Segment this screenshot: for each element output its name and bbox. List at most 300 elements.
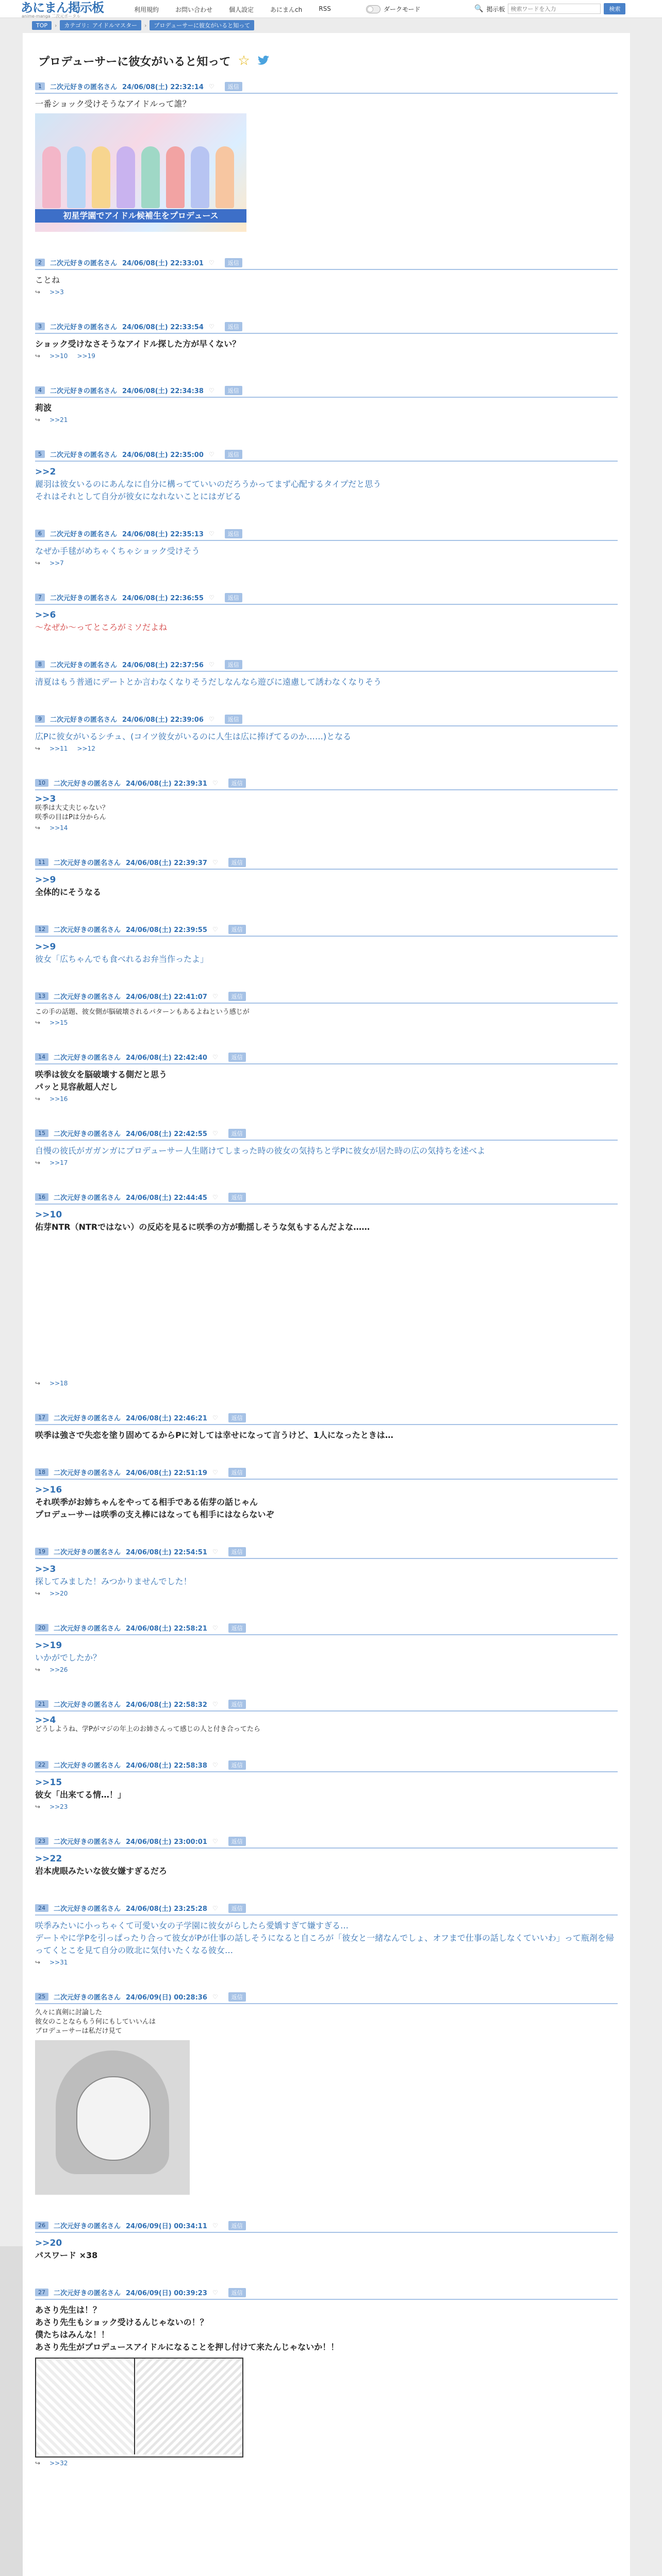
character-figure <box>117 146 135 208</box>
reply-link[interactable]: >>26 <box>49 1666 68 1673</box>
like-icon[interactable]: ♡ <box>212 1700 218 1708</box>
search-input[interactable] <box>508 4 601 14</box>
post-body <box>35 1004 618 1017</box>
reply-anchor[interactable]: >>3 <box>35 1564 56 1574</box>
reply-button[interactable]: 返信 <box>228 1053 246 1062</box>
logo-text: あにまん掲示板 <box>21 1 104 15</box>
post-header <box>35 529 618 541</box>
post-body <box>35 1711 618 1734</box>
post-number[interactable]: 14 <box>35 1053 48 1061</box>
post-item <box>35 1903 618 1966</box>
poster-name: 二次元好きの匿名さん <box>50 260 118 267</box>
like-icon[interactable]: ♡ <box>212 992 218 1000</box>
post-number[interactable]: 6 <box>35 530 45 537</box>
like-icon[interactable]: ♡ <box>212 1468 218 1476</box>
post-item <box>35 1623 618 1673</box>
poster-name: 二次元好きの匿名さん <box>50 324 118 331</box>
post-item <box>35 1128 618 1166</box>
post-body <box>35 937 618 965</box>
post-number[interactable]: 4 <box>35 386 45 394</box>
reply-button[interactable]: 返信 <box>225 715 242 724</box>
poster-name: 二次元好きの匿名さん <box>54 1469 121 1477</box>
post-text: 咲季みたいに小っちゃくて可愛い女の子学園に彼女がらしたら愛嬌すぎて嫌すぎる… <box>35 1921 349 1930</box>
post-date: 24/06/08(土) 22:44:45 <box>126 1194 207 1202</box>
like-icon[interactable]: ♡ <box>208 259 214 266</box>
post-number[interactable]: 10 <box>35 779 48 787</box>
like-icon[interactable]: ♡ <box>212 858 218 866</box>
nav-animanch[interactable]: あにまんch <box>270 6 303 13</box>
left-gutter <box>0 2246 23 2576</box>
character-figure <box>92 146 110 208</box>
character-figure <box>216 146 234 208</box>
reply-button[interactable]: 返信 <box>228 1413 246 1422</box>
reply-link[interactable]: >>10 <box>49 352 68 360</box>
reply-button[interactable]: 返信 <box>225 450 242 459</box>
post-header <box>35 1413 618 1425</box>
reply-button[interactable]: 返信 <box>228 1547 246 1556</box>
post-number[interactable]: 23 <box>35 1837 48 1845</box>
post-text: 麗羽は彼女いるのにあんなに自分に構ってていいのだろうかってまず心配するタイプだと思う <box>35 479 382 489</box>
post-body <box>35 870 618 899</box>
post-date: 24/06/08(土) 23:00:01 <box>126 1838 207 1846</box>
character-figure <box>42 146 61 208</box>
character-figure <box>141 146 160 208</box>
post-body <box>35 334 618 350</box>
reply-anchor[interactable]: >>6 <box>35 610 56 620</box>
post-body <box>35 1916 618 1957</box>
reply-arrow-icon: ↪ <box>35 1666 41 1673</box>
reply-button[interactable]: 返信 <box>228 1193 246 1202</box>
breadcrumb-category[interactable]: カテゴリ：アイドルマスター <box>60 20 141 30</box>
post-body <box>35 2004 618 2195</box>
twitter-icon[interactable] <box>257 56 270 66</box>
reply-button[interactable]: 返信 <box>228 778 246 788</box>
reply-anchor[interactable]: >>22 <box>35 1854 62 1864</box>
post-header <box>35 659 618 672</box>
like-icon[interactable]: ♡ <box>212 779 218 787</box>
reply-anchor[interactable]: >>9 <box>35 875 56 885</box>
poster-name: 二次元好きの匿名さん <box>54 1994 121 2002</box>
character-figure <box>191 146 209 208</box>
post-body <box>35 1480 618 1521</box>
post-image[interactable] <box>35 113 246 232</box>
post-body <box>35 672 618 688</box>
reply-link[interactable]: >>11 <box>49 745 68 752</box>
post-item <box>35 1413 618 1442</box>
reply-button[interactable]: 返信 <box>225 529 242 538</box>
post-body <box>35 1772 618 1801</box>
reply-button[interactable]: 返信 <box>228 1837 246 1846</box>
post-header <box>35 2287 618 2300</box>
post-text: 清夏はもう普通にデートとか言わなくなりそうだしなんなら遊びに遠慮して誘わなくなりそう <box>35 677 382 687</box>
like-icon[interactable]: ♡ <box>212 1053 218 1061</box>
post-text: パッと見容赦超人だし <box>35 1082 118 1092</box>
like-icon[interactable]: ♡ <box>212 1993 218 2001</box>
post-item <box>35 1760 618 1810</box>
poster-name: 二次元好きの匿名さん <box>54 859 121 867</box>
reply-links <box>35 1801 618 1810</box>
character-figure <box>67 146 86 208</box>
post-header <box>35 1467 618 1480</box>
character-face <box>76 2076 151 2161</box>
post-number[interactable]: 9 <box>35 715 45 723</box>
post-text: パスワード ×38 <box>35 2250 98 2260</box>
post-date: 24/06/08(土) 22:36:55 <box>122 595 204 602</box>
post-body <box>35 1635 618 1664</box>
nav-terms[interactable]: 利用規約 <box>134 6 159 13</box>
post-text: 咲季は彼女を脳破壊する側だと思う <box>35 1070 168 1079</box>
reply-button[interactable]: 返信 <box>228 1129 246 1138</box>
reply-button[interactable]: 返信 <box>228 992 246 1001</box>
post-text: 佑芽NTR（NTRではない）の反応を見るに咲季の方が動揺しそうな気もするんだよな…… <box>35 1222 370 1232</box>
post-image[interactable] <box>35 2358 243 2458</box>
reply-arrow-icon: ↪ <box>35 1803 41 1810</box>
post-text: 岩本虎眼みたいな彼女嫌すぎるだろ <box>35 1866 168 1876</box>
poster-name: 二次元好きの匿名さん <box>54 1701 121 1709</box>
post-body <box>35 1425 618 1442</box>
nav-contact[interactable]: お問い合わせ <box>175 6 213 13</box>
post-body <box>35 726 618 743</box>
post-header <box>35 1699 618 1711</box>
post-text: いかがでしたか？ <box>35 1653 102 1663</box>
like-icon[interactable]: ♡ <box>212 2222 218 2229</box>
post-header <box>35 321 618 334</box>
chevron-right-icon: › <box>144 22 147 29</box>
poster-name: 二次元好きの匿名さん <box>54 1130 121 1138</box>
reply-button[interactable]: 返信 <box>225 322 242 331</box>
reply-link[interactable]: >>23 <box>49 1803 68 1810</box>
post-number[interactable]: 27 <box>35 2289 48 2296</box>
reply-button[interactable]: 返信 <box>228 1904 246 1913</box>
reply-links <box>35 2458 618 2467</box>
post-body <box>35 1141 618 1157</box>
like-icon[interactable]: ♡ <box>208 594 214 601</box>
poster-name: 二次元好きの匿名さん <box>50 662 118 669</box>
reply-anchor[interactable]: >>10 <box>35 1210 62 1220</box>
reply-links <box>35 557 618 567</box>
post-date: 24/06/09(日) 00:34:11 <box>126 2223 207 2230</box>
post-body <box>35 790 618 822</box>
reply-link[interactable]: >>3 <box>49 289 64 296</box>
like-icon[interactable]: ♡ <box>208 323 214 330</box>
post-number[interactable]: 3 <box>35 323 45 330</box>
chevron-right-icon: › <box>55 22 57 29</box>
reply-button[interactable]: 返信 <box>228 925 246 934</box>
reply-arrow-icon: ↪ <box>35 824 41 832</box>
post-body <box>35 1205 618 1378</box>
post-date: 24/06/08(土) 22:58:38 <box>126 1762 207 1770</box>
like-icon[interactable]: ♡ <box>208 450 214 458</box>
post-header <box>35 258 618 270</box>
reply-link[interactable]: >>19 <box>77 352 95 360</box>
reply-link[interactable]: >>14 <box>49 824 68 832</box>
post-date: 24/06/08(土) 22:37:56 <box>122 662 204 669</box>
reply-link[interactable]: >>7 <box>49 560 64 567</box>
comic-panel <box>136 2359 242 2454</box>
post-text: それはそれとして自分が彼女になれないことにはガビる <box>35 492 242 501</box>
site-header <box>0 0 662 18</box>
reply-button[interactable]: 返信 <box>225 82 242 91</box>
post-number[interactable]: 2 <box>35 259 45 266</box>
search-icon: 🔍 <box>474 5 484 13</box>
breadcrumb-top[interactable]: TOP <box>32 21 52 30</box>
post-body <box>35 1064 618 1093</box>
post-text: あさり先生は！？ <box>35 2305 102 2315</box>
reply-link[interactable]: >>32 <box>49 2460 68 2467</box>
like-icon[interactable]: ♡ <box>208 530 214 537</box>
like-icon[interactable]: ♡ <box>208 386 214 394</box>
post-body <box>35 605 618 634</box>
post-body <box>35 462 618 503</box>
character-figure <box>166 146 185 208</box>
post-number[interactable]: 5 <box>35 450 45 458</box>
reply-links <box>35 1378 618 1387</box>
comic-panel <box>36 2359 135 2454</box>
post-number[interactable]: 21 <box>35 1700 48 1708</box>
post-text: ショック受けなさそうなアイドル探した方が早くない？ <box>35 339 241 349</box>
reply-anchor[interactable]: >>15 <box>35 1777 62 1788</box>
reply-links <box>35 1157 618 1166</box>
post-header <box>35 924 618 937</box>
reply-link[interactable]: >>20 <box>49 1590 68 1597</box>
post-text: ことね <box>35 275 60 285</box>
logo-subtext: anime-manga 二次元ポータル <box>22 14 81 19</box>
post-number[interactable]: 8 <box>35 660 45 668</box>
reply-anchor[interactable]: >>3 <box>35 794 56 804</box>
poster-name: 二次元好きの匿名さん <box>54 1549 121 1556</box>
search-bar <box>474 3 625 14</box>
post-header <box>35 592 618 605</box>
reply-link[interactable]: >>15 <box>49 1019 68 1026</box>
reply-button[interactable]: 返信 <box>225 258 242 267</box>
post-header <box>35 81 618 94</box>
poster-name: 二次元好きの匿名さん <box>50 531 118 538</box>
reply-link[interactable]: >>31 <box>49 1959 68 1966</box>
reply-arrow-icon: ↪ <box>35 1019 41 1026</box>
post-item <box>35 991 618 1026</box>
reply-link[interactable]: >>16 <box>49 1095 68 1103</box>
post-number[interactable]: 25 <box>35 1993 48 2001</box>
reply-button[interactable]: 返信 <box>228 2221 246 2230</box>
post-item <box>35 778 618 832</box>
reply-arrow-icon: ↪ <box>35 289 41 296</box>
post-date: 24/06/08(土) 22:34:38 <box>122 387 204 395</box>
like-icon[interactable]: ♡ <box>212 1837 218 1845</box>
poster-name: 二次元好きの匿名さん <box>54 1838 121 1846</box>
reply-link[interactable]: >>18 <box>49 1380 68 1387</box>
poster-name: 二次元好きの匿名さん <box>50 451 118 459</box>
post-date: 24/06/09(日) 00:39:23 <box>126 2290 207 2297</box>
post-header <box>35 1992 618 2004</box>
poster-name: 二次元好きの匿名さん <box>54 1905 121 1913</box>
post-text: 咲季の目はPは分からん <box>35 814 106 821</box>
post-number[interactable]: 24 <box>35 1904 48 1912</box>
post-number[interactable]: 16 <box>35 1193 48 1201</box>
poster-name: 二次元好きの匿名さん <box>54 2223 121 2230</box>
post-date: 24/06/08(土) 22:39:06 <box>122 716 204 724</box>
poster-name: 二次元好きの匿名さん <box>54 1415 121 1422</box>
post-header <box>35 1623 618 1635</box>
poster-name: 二次元好きの匿名さん <box>50 83 118 91</box>
post-number[interactable]: 15 <box>35 1129 48 1137</box>
like-icon[interactable]: ♡ <box>212 1414 218 1421</box>
post-number[interactable]: 18 <box>35 1468 48 1476</box>
reply-button[interactable]: 返信 <box>228 858 246 867</box>
nav-settings[interactable]: 個人設定 <box>229 6 254 13</box>
post-text: 彼女「出来てる情…！」 <box>35 1790 126 1800</box>
like-icon[interactable]: ♡ <box>208 660 214 668</box>
post-date: 24/06/08(土) 22:41:07 <box>126 993 207 1001</box>
reply-anchor[interactable]: >>2 <box>35 467 56 477</box>
like-icon[interactable]: ♡ <box>212 1904 218 1912</box>
post-body <box>35 94 618 232</box>
reply-anchor[interactable]: >>16 <box>35 1485 62 1495</box>
reply-button[interactable]: 返信 <box>228 1700 246 1709</box>
post-date: 24/06/08(土) 22:42:40 <box>126 1054 207 1062</box>
reply-arrow-icon: ↪ <box>35 2460 41 2467</box>
post-text: 彼女のことならもう何にもしていいんは <box>35 2018 156 2026</box>
reply-button[interactable]: 返信 <box>228 2288 246 2297</box>
post-text: 僕たちはみんな！！ <box>35 2330 110 2340</box>
poster-name: 二次元好きの匿名さん <box>54 2290 121 2297</box>
like-icon[interactable]: ♡ <box>212 1548 218 1555</box>
post-header <box>35 2221 618 2233</box>
reply-anchor[interactable]: >>4 <box>35 1715 56 1725</box>
post-header <box>35 1052 618 1064</box>
post-date: 24/06/08(土) 23:25:28 <box>126 1905 207 1913</box>
post-header <box>35 857 618 870</box>
post-body <box>35 270 618 286</box>
reply-button[interactable]: 返信 <box>225 593 242 602</box>
post-date: 24/06/08(土) 22:39:37 <box>126 859 207 867</box>
post-item <box>35 1836 618 1877</box>
reply-link[interactable]: >>21 <box>49 416 68 423</box>
breadcrumb <box>0 18 662 32</box>
like-icon[interactable]: ♡ <box>208 715 214 723</box>
reply-links <box>35 1957 618 1966</box>
reply-link[interactable]: >>17 <box>49 1159 68 1166</box>
reply-arrow-icon: ↪ <box>35 560 41 567</box>
reply-button[interactable]: 返信 <box>225 660 242 669</box>
reply-links <box>35 743 618 752</box>
post-body <box>35 398 618 414</box>
reply-button[interactable]: 返信 <box>228 1760 246 1770</box>
post-number[interactable]: 20 <box>35 1624 48 1632</box>
reply-links <box>35 822 618 832</box>
post-number[interactable]: 17 <box>35 1414 48 1421</box>
post-header <box>35 1836 618 1849</box>
post-item <box>35 449 618 503</box>
poster-name: 二次元好きの匿名さん <box>54 993 121 1001</box>
post-text: デートやに学Pを引っぱったり合って彼女がPが仕事の話しそうになると自ころが「彼女と一緒なんでしょ、オフまで仕事の話しなくていいわ」って瓶剤を帰ってくとこを見て自分の敗北に気付いたくなる彼女… <box>35 1933 614 1955</box>
dark-mode-toggle[interactable] <box>366 5 421 13</box>
poster-name: 二次元好きの匿名さん <box>50 716 118 724</box>
reply-links <box>35 414 618 423</box>
reply-arrow-icon: ↪ <box>35 745 41 752</box>
poster-name: 二次元好きの匿名さん <box>54 1625 121 1633</box>
like-icon[interactable]: ♡ <box>212 1624 218 1632</box>
breadcrumb-thread[interactable]: プロデューサーに彼女がいると知って <box>150 20 254 30</box>
like-icon[interactable]: ♡ <box>208 82 214 90</box>
post-image[interactable] <box>35 2040 190 2195</box>
post-number[interactable]: 11 <box>35 858 48 866</box>
post-date: 24/06/08(土) 22:35:13 <box>122 531 204 538</box>
like-icon[interactable]: ♡ <box>212 1761 218 1769</box>
reply-button[interactable]: 返信 <box>225 386 242 395</box>
post-date: 24/06/08(土) 22:39:31 <box>126 780 207 788</box>
like-icon[interactable]: ♡ <box>212 2289 218 2296</box>
post-text: プロデューサーは咲季の支え棒にはなっても相手にはならないぞ <box>35 1510 274 1519</box>
post-header <box>35 1192 618 1205</box>
search-scope-label[interactable]: 掲示板 <box>486 5 505 13</box>
post-number[interactable]: 19 <box>35 1548 48 1555</box>
like-icon[interactable]: ♡ <box>212 1129 218 1137</box>
post-item <box>35 258 618 296</box>
reply-button[interactable]: 返信 <box>228 1468 246 1477</box>
top-nav <box>134 5 331 14</box>
image-banner-text: 初星学園でアイドル候補生をプロデュース <box>35 209 246 223</box>
post-header <box>35 449 618 462</box>
reply-anchor[interactable]: >>19 <box>35 1640 62 1651</box>
like-icon[interactable]: ♡ <box>212 1193 218 1201</box>
post-text: 咲季は強さで失恋を塗り固めてるからPに対しては幸せになって言うけど、1人になったときは… <box>35 1430 393 1440</box>
poster-name: 二次元好きの匿名さん <box>54 926 121 934</box>
post-item <box>35 81 618 232</box>
reply-button[interactable]: 返信 <box>228 1623 246 1633</box>
post-number[interactable]: 12 <box>35 925 48 933</box>
nav-rss[interactable]: RSS <box>319 5 331 12</box>
reply-link[interactable]: >>12 <box>77 745 95 752</box>
post-number[interactable]: 13 <box>35 992 48 1000</box>
post-item <box>35 592 618 634</box>
post-date: 24/06/08(土) 22:54:51 <box>126 1549 207 1556</box>
search-button[interactable]: 検索 <box>604 3 625 14</box>
reply-arrow-icon: ↪ <box>35 352 41 360</box>
post-text: あさり先生もショック受けるんじゃないの！？ <box>35 2317 208 2327</box>
post-number[interactable]: 7 <box>35 594 45 601</box>
reply-anchor[interactable]: >>20 <box>35 2238 62 2248</box>
post-date: 24/06/08(土) 22:58:21 <box>126 1625 207 1633</box>
favorite-star-icon[interactable]: ☆ <box>238 53 250 69</box>
post-number[interactable]: 26 <box>35 2222 48 2229</box>
poster-name: 二次元好きの匿名さん <box>50 595 118 602</box>
poster-name: 二次元好きの匿名さん <box>54 1194 121 1202</box>
post-date: 24/06/08(土) 22:33:01 <box>122 260 204 267</box>
post-text: ～なぜか～ってところがミソだよね <box>35 622 168 632</box>
poster-name: 二次元好きの匿名さん <box>54 1762 121 1770</box>
poster-name: 二次元好きの匿名さん <box>54 1054 121 1062</box>
post-number[interactable]: 22 <box>35 1761 48 1769</box>
toggle-switch[interactable] <box>366 5 380 13</box>
post-header <box>35 1760 618 1772</box>
reply-button[interactable]: 返信 <box>228 1992 246 2002</box>
post-body <box>35 2233 618 2262</box>
post-item <box>35 1547 618 1597</box>
site-logo[interactable] <box>21 1 124 19</box>
post-body <box>35 541 618 557</box>
post-text: 久々に真剣に討論した <box>35 2009 103 2016</box>
like-icon[interactable]: ♡ <box>212 925 218 933</box>
post-body <box>35 2300 618 2458</box>
reply-arrow-icon: ↪ <box>35 1380 41 1387</box>
post-item <box>35 385 618 423</box>
post-text: 彼女「広ちゃんでも食べれるお弁当作ったよ」 <box>35 954 209 964</box>
post-date: 24/06/08(土) 22:58:32 <box>126 1701 207 1709</box>
post-item <box>35 321 618 360</box>
reply-anchor[interactable]: >>9 <box>35 942 56 952</box>
post-item <box>35 1467 618 1521</box>
post-number[interactable]: 1 <box>35 82 45 90</box>
